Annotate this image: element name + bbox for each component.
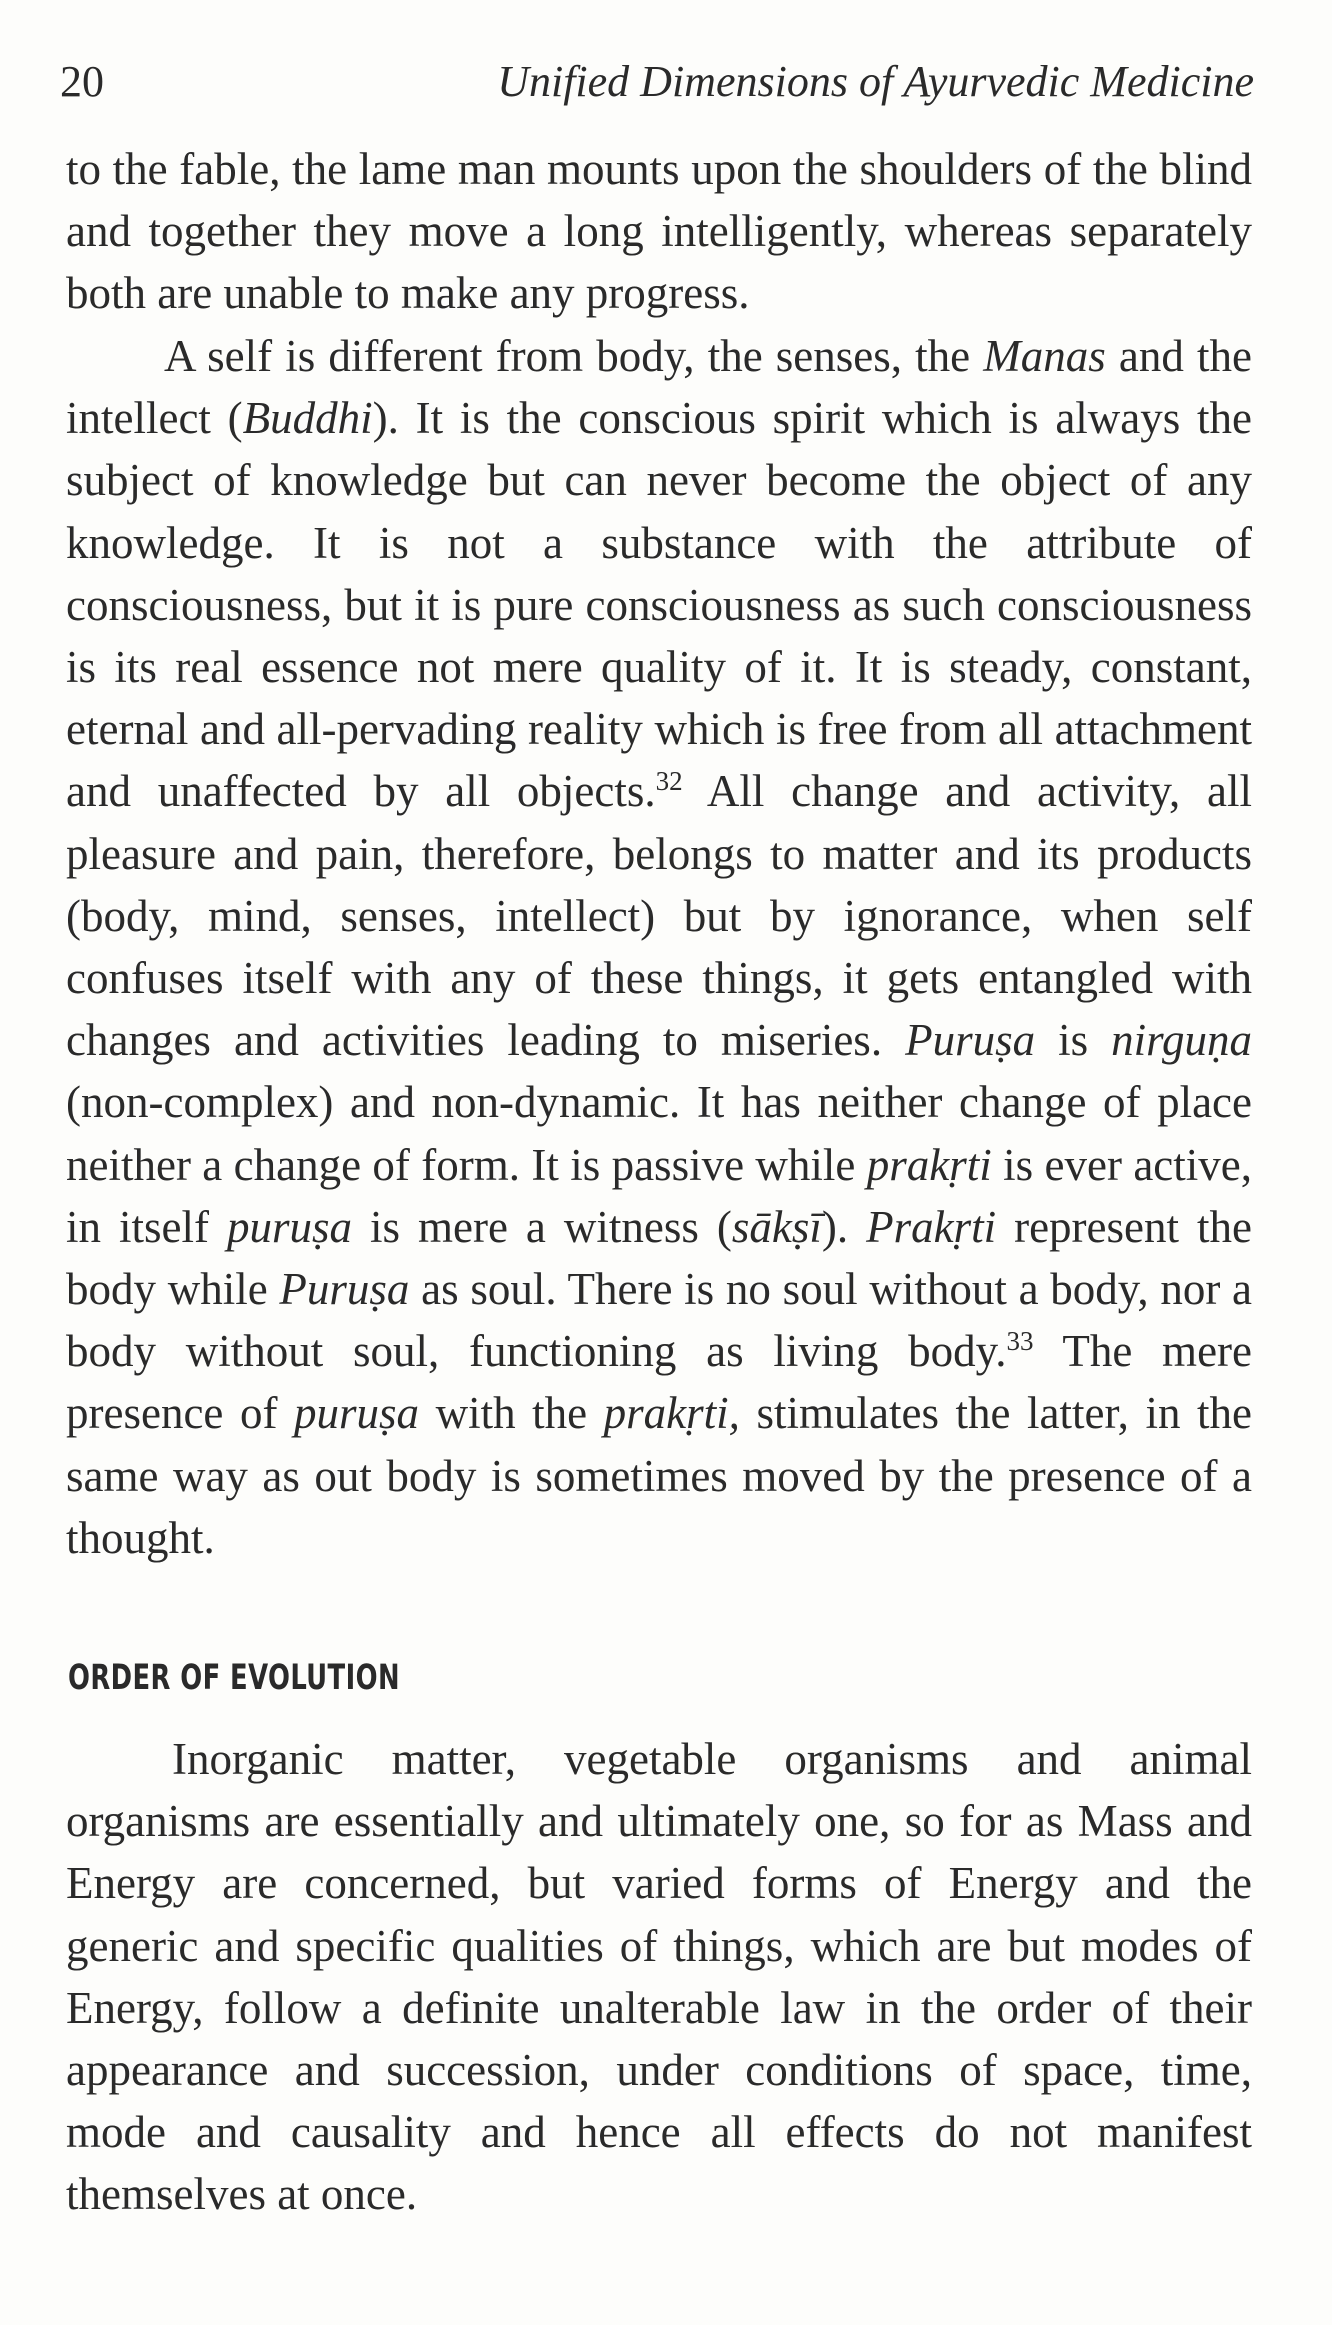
text-run: (non-complex) and non-dynamic. It has neither change of place neither a change of form. It is passive while (66, 1077, 1252, 1190)
text-run: is (1035, 1015, 1112, 1066)
running-head (60, 52, 1254, 112)
text-run: as soul. There is no soul without a body, nor a body without soul, functioning as living body. (66, 1264, 1252, 1377)
paragraph-self (66, 325, 1252, 1569)
text-run: A self is different from body, the senses, the (164, 331, 984, 381)
italic-term: nirguṇa (1111, 1015, 1253, 1066)
footnote-ref-33: 33 (1006, 1326, 1034, 1357)
italic-term: Prakṛti (866, 1201, 997, 1252)
text-run: is mere a witness ( (352, 1201, 732, 1252)
text-run: All change and activity, all pleasure and pain, therefore, belongs to matter and its products (body, mind, senses, intellect) but by ignorance, when self confuses itself with any of these things, it gets entangled with changes and activities leading to miseries. (66, 766, 1252, 1066)
italic-term: Puruṣa (905, 1015, 1036, 1066)
italic-term: prakṛti, (603, 1388, 740, 1439)
paragraph-evolution: Inorganic matter, vegetable organisms and animal organisms are essentially and ultimately one, so for as Mass and Energy are concerned, but varied forms of Energy and the generic and specific qualities of things, which are but modes of Energy, follow a definite unalterable law in the order of their appearance and succession, under conditions of space, time, mode and causality and hence all effects do not manifest themselves at once. (66, 1734, 1252, 2220)
text-run: with the (419, 1388, 604, 1439)
section-heading: ORDER OF EVOLUTION (68, 1658, 400, 1698)
running-title: Unified Dimensions of Ayurvedic Medicine (497, 57, 1254, 106)
text-run: and the intellect ( (66, 331, 1252, 444)
text-run: ). It is the conscious spirit which is always the subject of knowledge but can never become the object of any knowledge. It is not a substance with the attribute of consciousness, but it is pure consciousness as such consciousness is its real essence not mere quality of it. It is steady, constant, eternal and all-pervading reality which is free from all attachment and unaffected by all objects. (66, 393, 1252, 817)
paragraph-fable: to the fable, the lame man mounts upon the shoulders of the blind and together they move a long intelligently, whereas separately both are unable to make any progress. (66, 144, 1252, 319)
italic-term: Puruṣa (279, 1264, 410, 1315)
text-run: represent the body while (66, 1201, 1252, 1315)
footnote-ref-32: 32 (655, 766, 683, 797)
text-run: is ever active, in itself (66, 1139, 1252, 1252)
italic-term: puruṣa (293, 1388, 420, 1439)
text-run: The mere presence of (66, 1326, 1252, 1439)
text-run: stimulates the latter, in the same way as out body is sometimes moved by the presence of a thought. (66, 1388, 1252, 1563)
italic-term: Manas (983, 331, 1106, 381)
italic-term: prakṛti (866, 1139, 992, 1190)
italic-term: puruṣa (226, 1201, 352, 1252)
italic-term: Buddhi (242, 393, 373, 444)
italic-term: sākṣī (731, 1201, 822, 1252)
text-run: ). (821, 1201, 867, 1252)
page-number: 20 (60, 57, 104, 106)
